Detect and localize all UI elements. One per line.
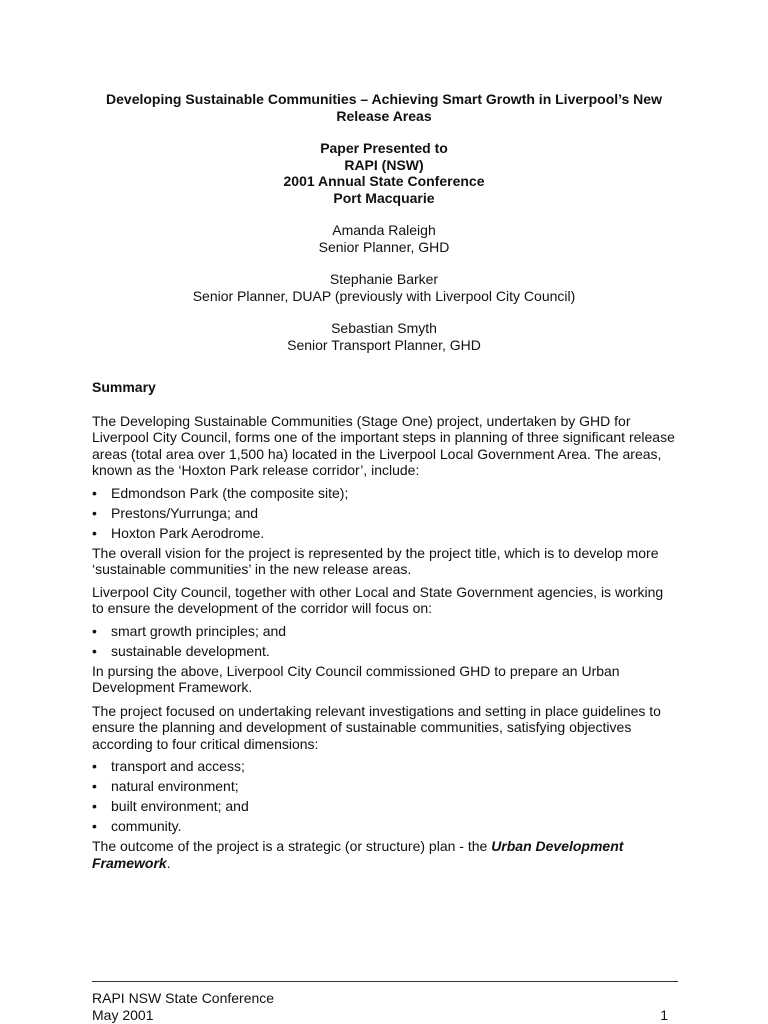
bullet-icon: • — [92, 622, 97, 639]
footer-date: May 2001 — [92, 1006, 154, 1023]
author-2 — [92, 271, 676, 304]
author-name: Stephanie Barker — [329, 271, 439, 287]
pursuing-paragraph: In pursing the above, Liverpool City Council commissioned GHD to prepare an Urban Development Framework. — [92, 662, 620, 695]
presented-to: Paper Presented to — [320, 140, 448, 156]
list-item: • built environment; and — [92, 798, 249, 814]
list-item: • Hoxton Park Aerodrome. — [92, 524, 265, 541]
bullet-icon: • — [92, 818, 97, 834]
urban-development-framework-emphasis: Urban Development Framework — [92, 838, 624, 871]
bullet-icon: • — [92, 504, 97, 521]
paper-title — [92, 91, 676, 124]
author-name: Amanda Raleigh — [332, 222, 436, 238]
bullet-icon: • — [92, 798, 97, 814]
page-number: 1 — [660, 1006, 668, 1023]
summary-intro: The Developing Sustainable Communities (Stage One) project, undertaken by GHD for Liverpool City Council, forms one of the important steps in planning of three significant release areas (total area over 1,500 ha) located in the Liverpool Local Government Area. The areas, known as the ‘Hoxton Park release corridor’, include: — [92, 412, 675, 478]
author-3 — [92, 320, 676, 353]
footer-conference: RAPI NSW State Conference — [92, 990, 275, 1006]
list-item: • sustainable development. — [92, 642, 270, 659]
organization: RAPI (NSW) — [344, 156, 424, 173]
council-paragraph: Liverpool City Council, together with other Local and State Government agencies, is working to ensure the development of the corridor will focus on: — [92, 583, 664, 616]
bullet-icon: • — [92, 484, 97, 501]
footer-divider — [92, 981, 678, 982]
paper-page — [92, 91, 676, 871]
author-1 — [92, 222, 676, 255]
outcome-paragraph: The outcome of the project is a strategic (or structure) plan - the Urban Development Framework. — [92, 838, 624, 871]
page-footer — [92, 990, 668, 1023]
focused-paragraph: The project focused on undertaking relevant investigations and setting in place guidelines to ensure the planning and development of sustainable communities, satisfying objectives according to four critical dimensions: — [92, 702, 661, 752]
focus-list — [92, 623, 676, 660]
bullet-icon: • — [92, 524, 97, 541]
list-item: • Edmondson Park (the composite site); — [92, 484, 349, 501]
list-item: • community. — [92, 818, 182, 834]
vision-paragraph: The overall vision for the project is represented by the project title, which is to develop more ‘sustainable communities’ in the new release areas. — [92, 544, 659, 577]
conference-location: Port Macquarie — [333, 189, 435, 206]
title-line-2: Release Areas — [336, 107, 432, 124]
summary-heading: Summary — [92, 379, 156, 395]
list-item: • transport and access; — [92, 758, 245, 774]
bullet-icon: • — [92, 778, 97, 794]
author-role: Senior Planner, DUAP (previously with Liverpool City Council) — [192, 287, 576, 304]
conference-name: 2001 Annual State Conference — [283, 173, 485, 189]
presentation-block — [92, 140, 676, 206]
list-item: • smart growth principles; and — [92, 622, 287, 639]
author-role: Senior Transport Planner, GHD — [287, 336, 481, 353]
author-name: Sebastian Smyth — [331, 320, 437, 336]
dimensions-list — [92, 758, 676, 835]
bullet-icon: • — [92, 758, 97, 774]
release-areas-list — [92, 485, 676, 542]
list-item: • Prestons/Yurrunga; and — [92, 504, 259, 521]
author-role: Senior Planner, GHD — [318, 238, 450, 255]
list-item: • natural environment; — [92, 778, 239, 794]
bullet-icon: • — [92, 642, 97, 659]
title-line-1: Developing Sustainable Communities – Achieving Smart Growth in Liverpool’s New — [106, 91, 662, 107]
